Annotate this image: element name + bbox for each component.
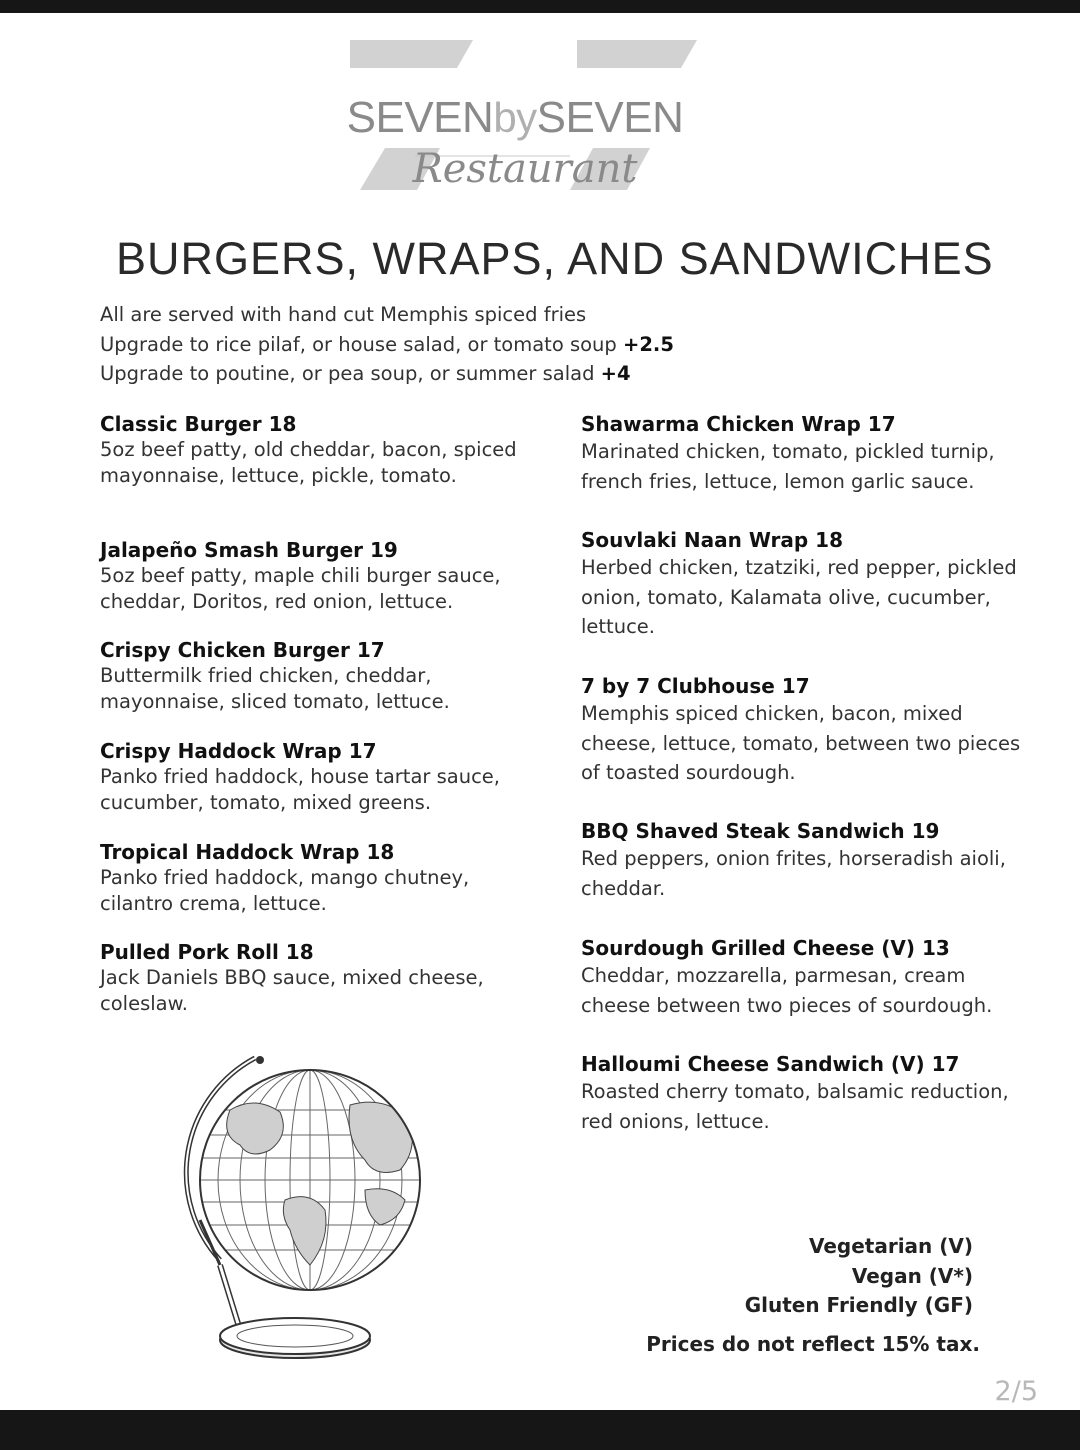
menu-item-title: 7 by 7 Clubhouse 17 (581, 674, 810, 698)
menu-item-description: Jack Daniels BBQ sauce, mixed cheese, coleslaw. (100, 966, 484, 1015)
upgrade-price-2: +4 (600, 362, 631, 385)
menu-item-description: Marinated chicken, tomato, pickled turnip, french fries, lettuce, lemon garlic sauce. (581, 440, 995, 493)
menu-item-title: Shawarma Chicken Wrap 17 (581, 412, 896, 436)
menu-item (100, 738, 540, 815)
logo-by: by (493, 94, 537, 141)
menu-item-title: Pulled Pork Roll 18 (100, 940, 314, 964)
menu-item (100, 939, 540, 1016)
menu-item (581, 935, 1026, 1020)
upgrade-text-2: Upgrade to poutine, or pea soup, or summer salad (100, 362, 601, 385)
restaurant-logo (345, 38, 705, 203)
menu-item-title: BBQ Shaved Steak Sandwich 19 (581, 819, 940, 843)
menu-item-description: Roasted cherry tomato, balsamic reduction, red onions, lettuce. (581, 1080, 1009, 1133)
top-bar (0, 0, 1080, 13)
intro-line-3 (100, 359, 674, 389)
menu-item (100, 839, 540, 916)
menu-item (581, 411, 1026, 496)
menu-item (581, 527, 1026, 642)
legend-gluten-friendly: Gluten Friendly (GF) (744, 1293, 973, 1317)
menu-item-title: Crispy Haddock Wrap 17 (100, 739, 377, 763)
menu-item (581, 673, 1026, 788)
intro-line-1: All are served with hand cut Memphis spiced fries (100, 303, 587, 326)
menu-item-title: Jalapeño Smash Burger 19 (100, 538, 398, 562)
menu-item-description: Buttermilk fried chicken, cheddar, mayonnaise, sliced tomato, lettuce. (100, 664, 450, 713)
page-title: BURGERS, WRAPS, AND SANDWICHES (116, 233, 994, 284)
tax-note: Prices do not reflect 15% tax. (646, 1332, 980, 1356)
legend-vegetarian: Vegetarian (V) (808, 1234, 973, 1258)
intro-line-2 (100, 330, 674, 360)
menu-item-description: Memphis spiced chicken, bacon, mixed cheese, lettuce, tomato, between two pieces of toasted sourdough. (581, 702, 1021, 784)
logo-script: Restaurant (412, 146, 638, 192)
bottom-bar (0, 1410, 1080, 1450)
menu-item (100, 637, 540, 714)
menu-item-description: Cheddar, mozzarella, parmesan, cream cheese between two pieces of sourdough. (581, 964, 993, 1017)
globe-illustration (160, 1050, 450, 1370)
menu-item-description: Herbed chicken, tzatziki, red pepper, pickled onion, tomato, Kalamata olive, cucumber, lettuce. (581, 556, 1017, 638)
menu-item-title: Classic Burger 18 (100, 412, 297, 436)
page-indicator: 2/5 (994, 1376, 1038, 1407)
dietary-legend (745, 1232, 973, 1321)
upgrade-text-1: Upgrade to rice pilaf, or house salad, or tomato soup (100, 332, 623, 356)
menu-item-description: 5oz beef patty, maple chili burger sauce, cheddar, Doritos, red onion, lettuce. (100, 564, 501, 613)
menu-item (100, 411, 540, 488)
upgrade-price-1: +2.5 (623, 332, 674, 356)
intro-notes (100, 300, 674, 389)
menu-item-title: Tropical Haddock Wrap 18 (100, 840, 395, 864)
globe-icon (160, 1050, 450, 1370)
menu-item-description: Red peppers, onion frites, horseradish aioli, cheddar. (581, 847, 1006, 900)
menu-item-title: Halloumi Cheese Sandwich (V) 17 (581, 1052, 960, 1076)
logo-wordmark (345, 93, 685, 143)
logo-seven-2: SEVEN (536, 93, 684, 142)
menu-item-title: Crispy Chicken Burger 17 (100, 638, 385, 662)
menu-item-description: Panko fried haddock, mango chutney, cilantro crema, lettuce. (100, 866, 470, 915)
menu-item (100, 537, 540, 614)
menu-item-description: 5oz beef patty, old cheddar, bacon, spiced mayonnaise, lettuce, pickle, tomato. (100, 438, 517, 487)
menu-item-description: Panko fried haddock, house tartar sauce, cucumber, tomato, mixed greens. (100, 765, 501, 814)
menu-item-title: Sourdough Grilled Cheese (V) 13 (581, 936, 950, 960)
logo-seven-1: SEVEN (346, 93, 494, 142)
legend-vegan: Vegan (V*) (851, 1263, 973, 1288)
menu-item-title: Souvlaki Naan Wrap 18 (581, 528, 844, 552)
menu-item (581, 818, 1026, 903)
menu-item (581, 1051, 1026, 1136)
